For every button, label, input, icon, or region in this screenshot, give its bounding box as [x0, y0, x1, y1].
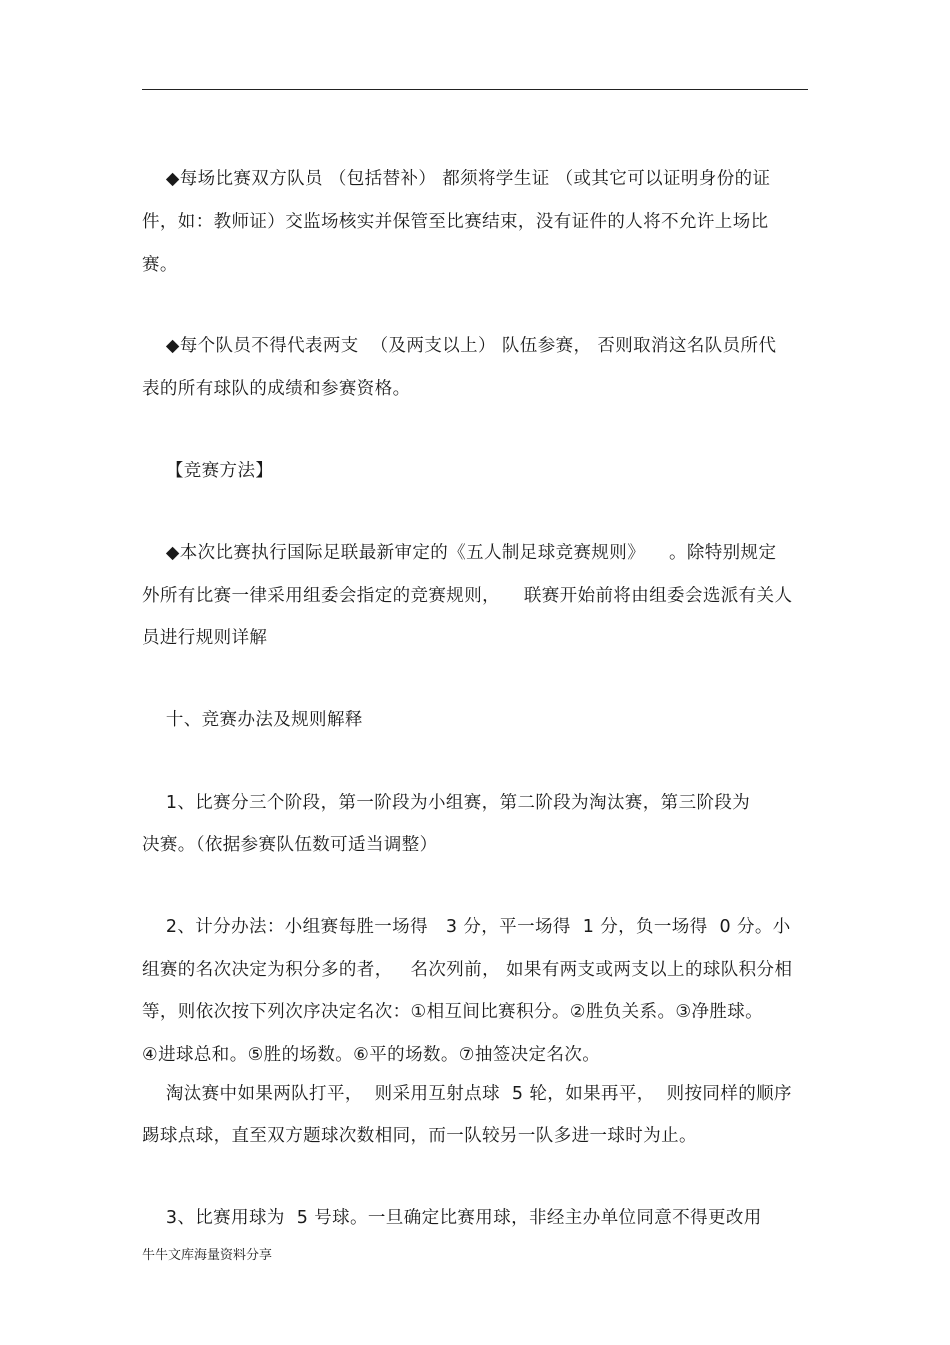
para-line: 1、比赛分三个阶段，第一阶段为小组赛，第二阶段为淘汰赛，第三阶段为 [142, 793, 751, 813]
para-line: 件，如：教师证）交监场核实并保管至比赛结束，没有证件的人将不允许上场比 [142, 212, 769, 232]
para-line: ④进球总和。⑤胜的场数。⑥平的场数。⑦抽签决定名次。 [142, 1045, 601, 1065]
para-line: 决赛。（依据参赛队伍数可适当调整） [142, 835, 438, 855]
header-rule [142, 89, 808, 90]
para-line: 等，则依次按下列次序决定名次：①相互间比赛积分。②胜负关系。③净胜球。 [142, 1002, 764, 1022]
para-line: 2、计分办法：小组赛每胜一场得 3 分，平一场得 1 分，负一场得 0 分。小 [142, 917, 791, 937]
page-footer: 牛牛文库海量资料分享 [142, 1248, 273, 1263]
para-line: 赛。 [142, 255, 178, 275]
section-heading: 十、竞赛办法及规则解释 [142, 710, 363, 730]
para-line: 组赛的名次决定为积分多的者， 名次列前， 如果有两支或两支以上的球队积分相 [142, 960, 793, 980]
para-line: 员进行规则详解 [142, 628, 268, 648]
section-heading: 【竞赛方法】 [142, 461, 274, 481]
para-line: ◆本次比赛执行国际足联最新审定的《五人制足球竞赛规则》 。除特别规定 [142, 543, 777, 563]
para-line: 外所有比赛一律采用组委会指定的竞赛规则， 联赛开始前将由组委会选派有关人 [142, 586, 793, 606]
para-line: ◆每个队员不得代表两支 （及两支以上） 队伍参赛， 否则取消这名队员所代 [142, 336, 777, 356]
para-line: ◆每场比赛双方队员 （包括替补） 都须将学生证 （或其它可以证明身份的证 [142, 169, 771, 189]
para-line: 3、比赛用球为 5 号球。一旦确定比赛用球，非经主办单位同意不得更改用 [142, 1208, 762, 1228]
para-line: 表的所有球队的成绩和参赛资格。 [142, 379, 411, 399]
para-line: 淘汰赛中如果两队打平， 则采用互射点球 5 轮，如果再平， 则按同样的顺序 [142, 1084, 792, 1104]
para-line: 踢球点球，直至双方题球次数相同，而一队较另一队多进一球时为止。 [142, 1126, 697, 1146]
